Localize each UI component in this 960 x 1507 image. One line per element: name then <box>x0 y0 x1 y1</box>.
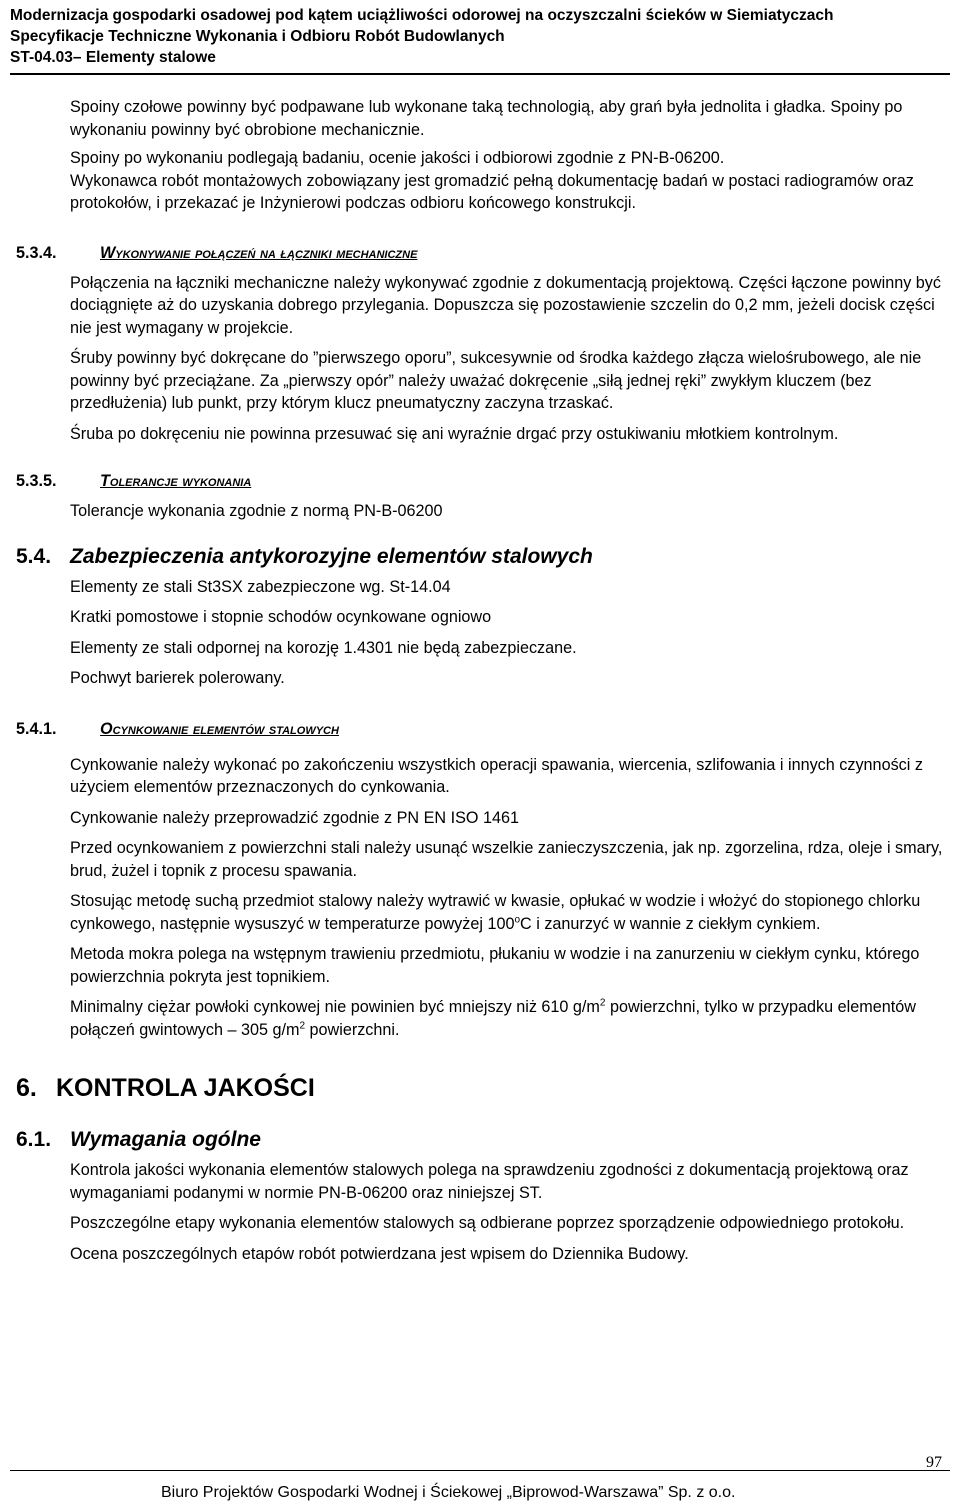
section-number: 6.1. <box>16 1128 52 1151</box>
section-6-1-paragraph-3: Ocena poszczególnych etapów robót potwierdzana jest wpisem do Dziennika Budowy. <box>70 1244 689 1263</box>
section-title: Zabezpieczenia antykorozyjne elementów stalowych <box>70 544 593 568</box>
paragraph-text: Minimalny ciężar powłoki cynkowej nie powinien być mniejszy niż 610 g/m <box>70 998 600 1016</box>
section-5-3-4-paragraph-3: Śruba po dokręceniu nie powinna przesuwać się ani wyraźnie drgać przy ostukiwaniu młotkiem kontrolnym. <box>70 424 839 443</box>
section-title: Ocynkowanie elementów stalowych <box>100 719 339 738</box>
intro-paragraph-1: Spoiny czołowe powinny być podpawane lub wykonane taką technologią, aby grań była jednolita i gładka. Spoiny po wykonaniu powinny być obrobione mechanicznie. <box>70 98 903 139</box>
section-5-4-1-paragraph-1: Cynkowanie należy wykonać po zakończeniu wszystkich operacji spawania, wiercenia, szlifowania i innych czynności z użyciem elementów przeznaczonych do cynkowania. <box>70 755 923 796</box>
footer-rule <box>10 1470 950 1471</box>
section-5-4-1-paragraph-4 <box>70 890 945 935</box>
section-5-4-1-paragraph-6 <box>70 996 945 1041</box>
unit-superscript: 2 <box>299 1020 306 1032</box>
page-number: 97 <box>926 1454 942 1471</box>
section-title: KONTROLA JAKOŚCI <box>56 1074 315 1102</box>
section-5-4-paragraph-2: Kratki pomostowe i stopnie schodów ocynkowane ogniowo <box>70 608 492 626</box>
header-section-code: ST-04.03– Elementy stalowe <box>10 49 216 66</box>
section-6-1-paragraph-2: Poszczególne etapy wykonania elementów stalowych są odbierane poprzez sporządzenie odpowiedniego protokołu. <box>70 1214 905 1232</box>
section-6-1-paragraph-1: Kontrola jakości wykonania elementów stalowych polega na sprawdzeniu zgodności z dokumentacją projektową oraz wymaganiami podanymi w normie PN-B-06200 oraz niniejszej ST. <box>70 1161 909 1202</box>
unit-superscript: 2 <box>599 997 606 1009</box>
section-5-4-1-paragraph-3: Przed ocynkowaniem z powierzchni stali należy usunąć wszelkie zanieczyszczenia, jak np. zgorzelina, rdza, oleje i smary, brud, żużel i topnik z procesu spawania. <box>70 839 943 880</box>
section-number: 5.4.1. <box>16 719 57 738</box>
paragraph-text: Stosując metodę suchą przedmiot stalowy należy wytrawić w kwasie, opłukać w wodzie i włożyć do stopionego chlorku cynkowego, następnie wysuszyć w temperaturze powyżej 100 <box>70 892 921 933</box>
header-project-title: Modernizacja gospodarki osadowej pod kątem uciążliwości odorowej na oczyszczalni ścieków w Siemiatyczach <box>10 7 834 24</box>
section-5-4-paragraph-4: Pochwyt barierek polerowany. <box>70 669 285 687</box>
section-number: 5.4. <box>16 544 52 568</box>
section-5-4-paragraph-3: Elementy ze stali odpornej na korozję 1.4301 nie będą zabezpieczane. <box>70 638 577 657</box>
section-number: 5.3.4. <box>16 243 57 262</box>
page-header <box>10 5 950 68</box>
degree-superscript: o <box>514 914 521 926</box>
section-5-4-paragraph-1: Elementy ze stali St3SX zabezpieczone wg. St-14.04 <box>70 577 451 596</box>
document-body <box>0 96 960 1265</box>
section-heading-5-4-1 <box>16 718 960 740</box>
header-rule <box>10 73 950 75</box>
footer-office-name: Biuro Projektów Gospodarki Wodnej i Ściekowej „Biprowod-Warszawa” Sp. z o.o. <box>161 1484 736 1501</box>
section-5-3-4-paragraph-1: Połączenia na łączniki mechaniczne należy wykonywać zgodnie z dokumentacją projektową. Części łączone powinny być dociągnięte aż do uzyskania dobrego przylegania. Dopuszcza się pozostawienie szczelin do 0,2 mm, jeżeli docisk części nie jest wymagany w projekcie. <box>70 273 941 337</box>
section-title: Tolerancje wykonania <box>100 472 252 490</box>
intro-paragraph-2: Spoiny po wykonaniu podlegają badaniu, ocenie jakości i odbiorowi zgodnie z PN-B-06200. <box>70 149 725 167</box>
section-heading-6-1 <box>16 1126 960 1154</box>
intro-paragraph-3: Wykonawca robót montażowych zobowiązany jest gromadzić pełną dokumentację badań w postaci radiogramów oraz protokołów, i przekazać je Inżynierowi podczas odbioru końcowego konstrukcji. <box>70 171 914 212</box>
header-spec-title: Specyfikacje Techniczne Wykonania i Odbioru Robót Budowlanych <box>10 28 505 45</box>
section-heading-6 <box>16 1072 960 1104</box>
section-number: 5.3.5. <box>16 472 57 490</box>
section-heading-5-3-4 <box>16 242 960 264</box>
section-heading-5-3-5 <box>16 470 960 492</box>
section-5-3-5-paragraph-1: Tolerancje wykonania zgodnie z normą PN-B-06200 <box>70 502 443 520</box>
paragraph-text: C i zanurzyć w wannie z ciekłym cynkiem. <box>520 914 821 933</box>
section-title: Wymagania ogólne <box>70 1128 261 1151</box>
paragraph-text: powierzchni. <box>305 1020 400 1039</box>
section-title: Wykonywanie połączeń na łączniki mechaniczne <box>100 243 418 262</box>
section-5-4-1-paragraph-5: Metoda mokra polega na wstępnym trawieniu przedmiotu, płukaniu w wodzie i na zanurzeniu w ciekłym cynku, którego powierzchnia pokryta jest topnikiem. <box>70 945 920 986</box>
paragraph-text: powierzchni, tylko w przypadku elementów połączeń gwintowych – 305 g/m <box>70 998 916 1039</box>
section-number: 6. <box>16 1074 37 1102</box>
section-5-3-4-paragraph-2: Śruby powinny być dokręcane do ”pierwszego oporu”, sukcesywnie od środka każdego złącza wielośrubowego, ale nie powinny być przeciążane. Za „pierwszy opór” należy uważać dokręcenie „siłą jednej ręki” zwykłym kluczem (bez przedłużenia) lub punkt, przy którym klucz pneumatyczny zaczyna trzaskać. <box>70 349 922 412</box>
section-5-4-1-paragraph-2: Cynkowanie należy przeprowadzić zgodnie z PN EN ISO 1461 <box>70 808 519 827</box>
section-heading-5-4 <box>16 543 960 571</box>
